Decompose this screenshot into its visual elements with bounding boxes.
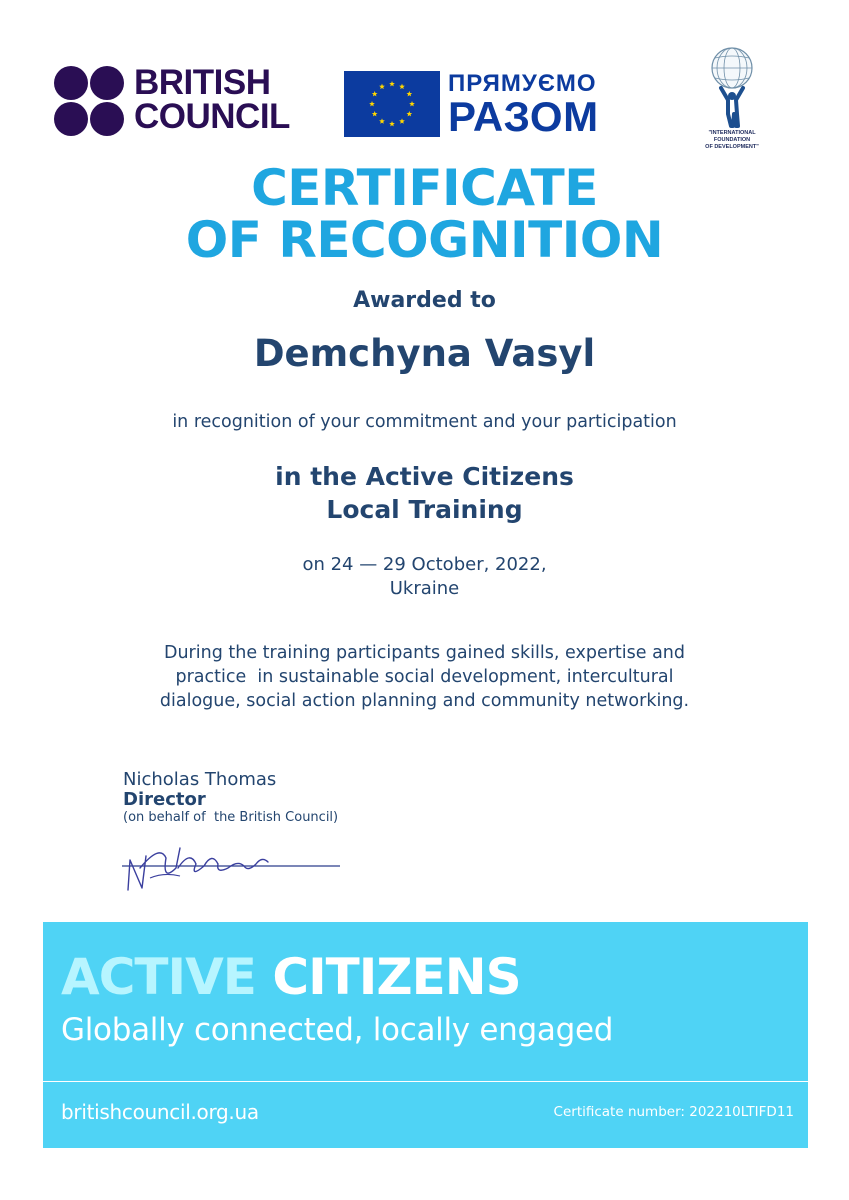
british-council-line1: BRITISH xyxy=(134,63,271,102)
title-line1: CERTIFICATE xyxy=(251,159,598,217)
british-council-line2: COUNCIL xyxy=(134,97,290,136)
description-line3: dialogue, social action planning and community networking. xyxy=(159,691,690,711)
certificate-title xyxy=(0,159,849,269)
pryamuemo-razom-logo xyxy=(344,70,624,140)
signatory-name: Nicholas Thomas xyxy=(123,769,277,790)
description-line2: practice in sustainable social development, intercultural xyxy=(175,667,674,687)
british-council-logo xyxy=(54,63,314,138)
signatory-note: (on behalf of the British Council) xyxy=(123,810,339,825)
british-council-dots-icon xyxy=(54,66,126,138)
title-line2: OF RECOGNITION xyxy=(185,211,664,269)
date-line2: Ukraine xyxy=(389,578,460,599)
ifd-line2: FOUNDATION xyxy=(713,137,751,143)
banner-subtitle: Globally connected, locally engaged xyxy=(61,1012,614,1048)
razom-text: РАЗОМ xyxy=(448,93,599,140)
awarded-to-label: Awarded to xyxy=(353,288,496,313)
website-link[interactable]: britishcouncil.org.ua xyxy=(61,1100,259,1124)
banner-title-citizens: CITIZENS xyxy=(272,948,521,1006)
training-description xyxy=(0,641,849,713)
banner-title xyxy=(61,948,521,1006)
pryamuemo-text: ПРЯМУЄМО xyxy=(448,70,597,97)
training-date xyxy=(0,553,849,601)
recipient-name: Demchyna Vasyl xyxy=(253,332,596,375)
signatory-block xyxy=(123,769,338,826)
ifd-line1: "INTERNATIONAL xyxy=(708,130,756,136)
training-line2: Local Training xyxy=(326,495,523,524)
banner-title-active: ACTIVE xyxy=(61,948,256,1006)
active-citizens-banner xyxy=(43,922,808,1148)
date-line1: on 24 — 29 October, 2022, xyxy=(302,554,547,575)
ifd-line3: OF DEVELOPMENT" xyxy=(705,144,759,150)
signatory-title: Director xyxy=(123,789,206,810)
recognition-text: in recognition of your commitment and your participation xyxy=(172,412,677,432)
signature-image xyxy=(120,838,342,896)
certificate-number: Certificate number: 202210LTIFD11 xyxy=(553,1104,794,1120)
description-line1: During the training participants gained skills, expertise and xyxy=(163,643,685,663)
eu-flag-icon xyxy=(344,71,440,137)
training-name xyxy=(0,460,849,526)
globe-person-icon xyxy=(690,44,774,130)
ifd-logo xyxy=(690,44,774,160)
training-line1: in the Active Citizens xyxy=(275,462,574,491)
banner-divider xyxy=(43,1081,808,1082)
